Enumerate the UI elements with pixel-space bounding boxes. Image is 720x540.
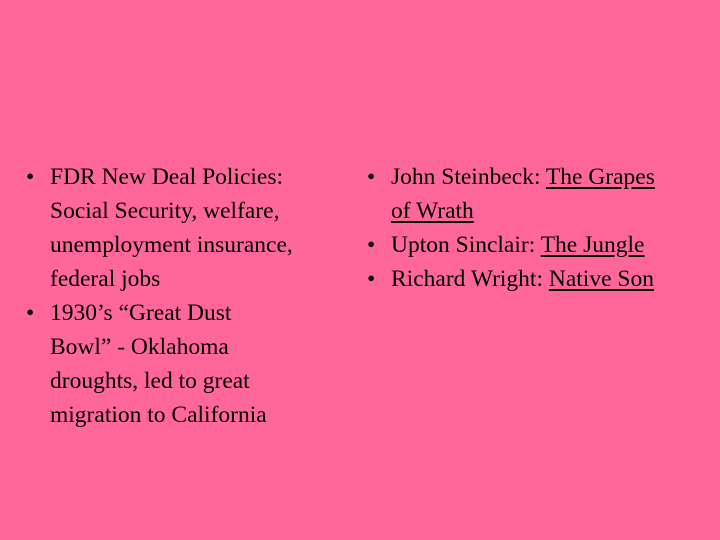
bullet-item-sinclair	[367, 228, 720, 262]
book-title: Native Son	[548, 266, 654, 292]
bullet-icon: •	[367, 164, 376, 190]
author-name: Richard Wright:	[391, 266, 549, 292]
bullet-item-dust-bowl	[26, 296, 346, 432]
right-bullet-list	[367, 160, 720, 296]
bullet-text-line: federal jobs	[50, 266, 161, 292]
bullet-text-line: Social Security, welfare,	[50, 198, 280, 224]
author-name: Upton Sinclair:	[391, 232, 541, 258]
bullet-text-line: unemployment insurance,	[50, 232, 293, 258]
bullet-text-line: Bowl” - Oklahoma	[50, 334, 229, 360]
book-title-continued: of Wrath	[391, 198, 474, 224]
bullet-icon: •	[26, 164, 35, 190]
bullet-icon: •	[26, 300, 35, 326]
author-name: John Steinbeck:	[391, 164, 546, 190]
bullet-item-steinbeck	[367, 160, 720, 228]
bullet-icon: •	[367, 232, 376, 258]
bullet-item-wright	[367, 262, 720, 296]
bullet-icon: •	[367, 266, 376, 292]
bullet-text-line: droughts, led to great	[50, 368, 250, 394]
bullet-text-line: migration to California	[50, 402, 267, 428]
book-title: The Grapes	[545, 164, 655, 190]
bullet-text-line: FDR New Deal Policies:	[50, 164, 284, 190]
bullet-item-new-deal	[26, 160, 346, 296]
bullet-text-line: 1930’s “Great Dust	[50, 300, 232, 326]
book-title: The Jungle	[540, 232, 645, 258]
left-bullet-list	[26, 160, 346, 432]
